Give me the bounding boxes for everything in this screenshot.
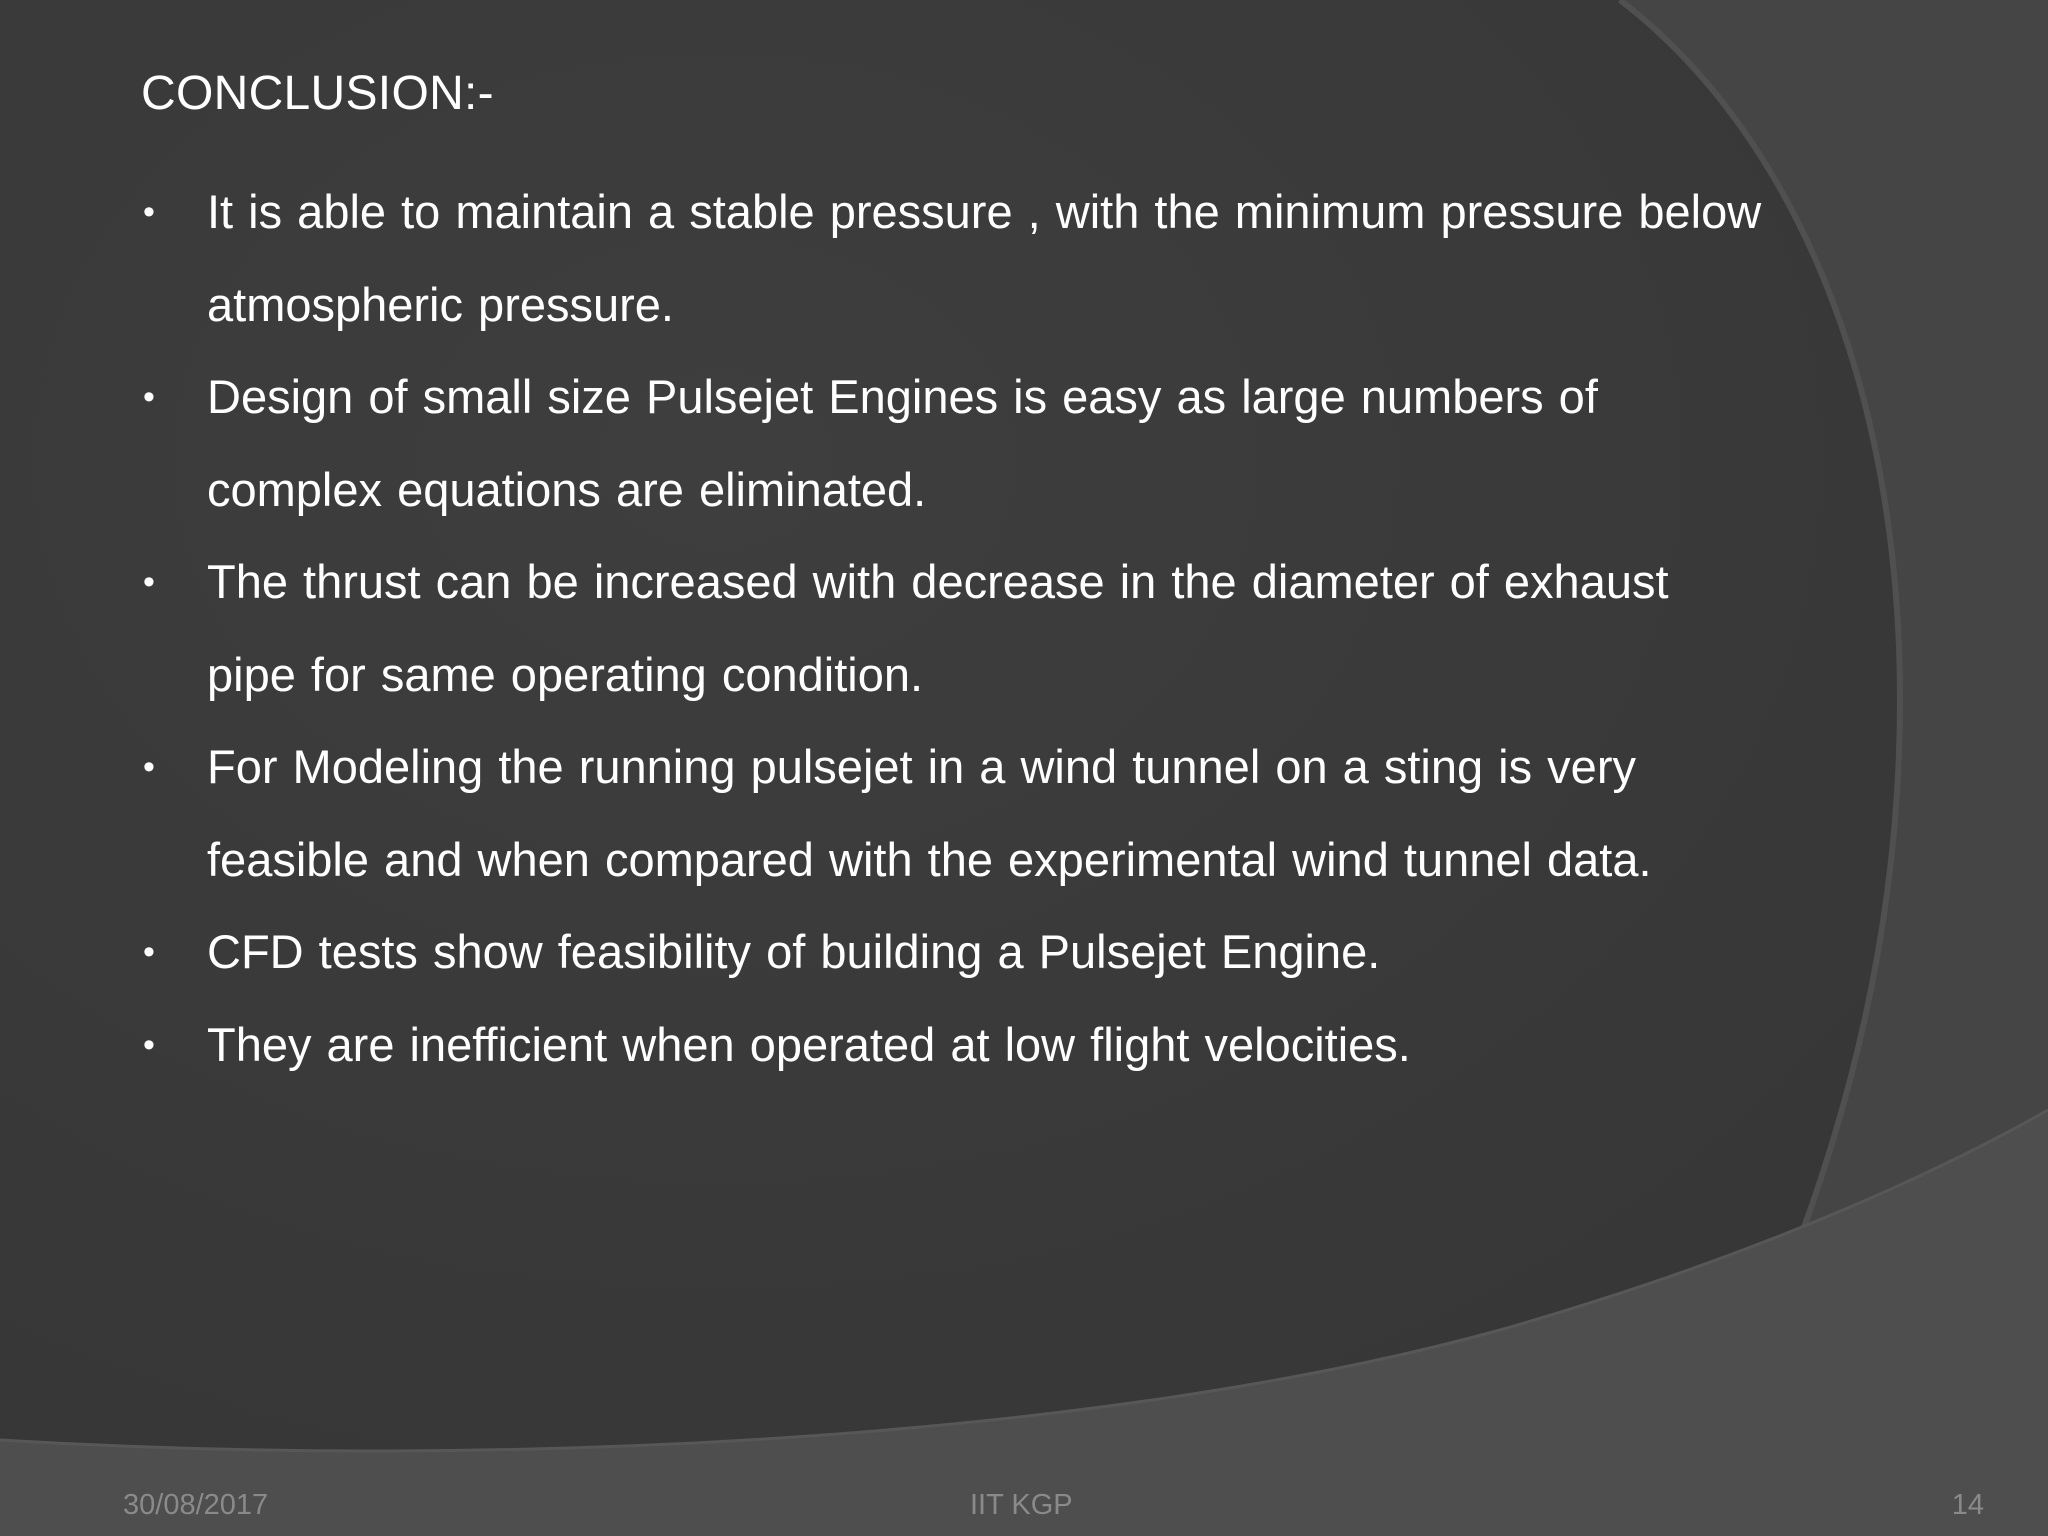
footer-date: 30/08/2017: [123, 1489, 269, 1521]
bullet-text-line: feasible and when compared with the experimental wind tunnel data.: [207, 832, 1652, 886]
bullet-text-line: pipe for same operating condition.: [207, 647, 924, 701]
bullet-text-line: atmospheric pressure.: [207, 277, 674, 331]
bullet-text-line: Design of small size Pulsejet Engines is easy as large numbers of: [207, 370, 1598, 423]
bullet-text-line: It is able to maintain a stable pressure , with the minimum pressure below: [207, 185, 1762, 238]
bullet-list: [141, 166, 1941, 1091]
footer-organization: IIT KGP: [970, 1489, 1073, 1521]
bullet-text-line: For Modeling the running pulsejet in a wind tunnel on a sting is very: [207, 740, 1636, 793]
bullet-item: [141, 999, 1941, 1092]
bullet-marker: •: [143, 1025, 155, 1064]
bullet-marker: •: [143, 378, 155, 416]
slide-title: CONCLUSION:-: [141, 67, 494, 120]
bullet-item: [141, 721, 1941, 906]
bullet-text-line: CFD tests show feasibility of building a Pulsejet Engine.: [207, 925, 1381, 978]
page-number: 14: [1951, 1489, 1984, 1521]
bullet-marker: •: [143, 748, 155, 786]
bullet-item: [141, 536, 1941, 721]
bullet-marker: •: [143, 193, 155, 231]
bullet-text-line: The thrust can be increased with decrease in the diameter of exhaust: [207, 555, 1669, 608]
bullet-marker: •: [143, 563, 155, 601]
bullet-item: [141, 166, 1941, 351]
bullet-text-line: They are inefficient when operated at low flight velocities.: [207, 1017, 1411, 1071]
bullet-item: [141, 906, 1941, 999]
bullet-text-line: complex equations are eliminated.: [207, 462, 927, 516]
bullet-item: [141, 351, 1941, 536]
bullet-marker: •: [143, 933, 155, 971]
